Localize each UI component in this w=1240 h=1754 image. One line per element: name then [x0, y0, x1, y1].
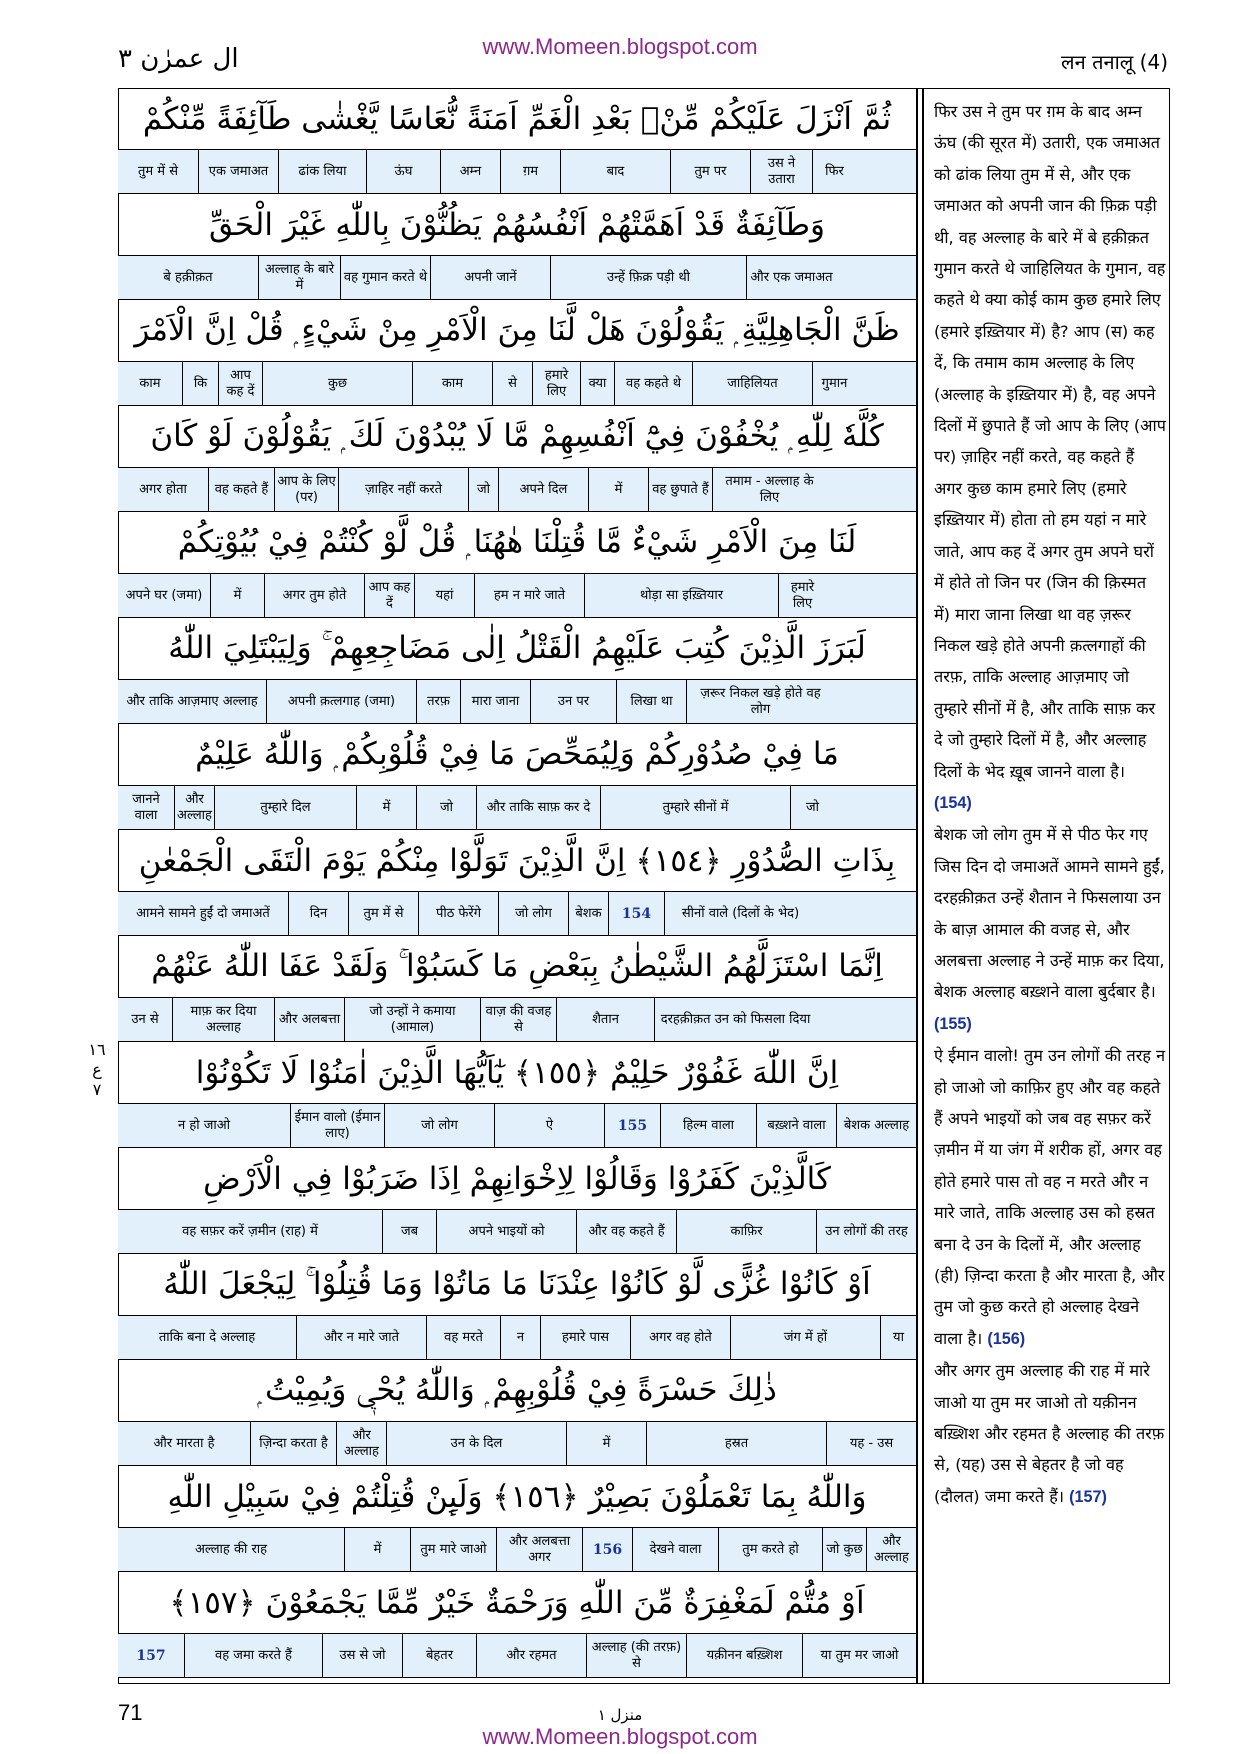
word-meaning-cell: तुम में से: [137, 163, 178, 179]
word-meaning-cell: और अलबत्ता अगर: [496, 1528, 582, 1571]
word-meaning-cell: तुम करते हो: [718, 1528, 822, 1571]
word-meaning-cell: बेशक: [568, 892, 608, 935]
word-meaning-cell: हम न मारे जाते: [474, 574, 584, 617]
word-meaning-cell: तुम्हारे दिल: [214, 786, 356, 829]
arabic-verse-line: كَالَّذِيْنَ كَفَرُوْا وَقَالُوْا لِاِخْوَانِهِمْ اِذَا ضَرَبُوْا فِي الْاَرْضِ: [118, 1148, 916, 1210]
translation-text: फिर उस ने तुम पर ग़म के बाद अम्न ऊंघ (की सूरत में) उतारी, एक जमाअत को ढांक लिया तुम में से, और एक जमाअत को अपनी जान की फ़िक्र पड़ी थी, वह अल्लाह के बारे में बे हक़ीक़त गुमान करते थे जाहिलियत के गुमान, वह कहते थे क्या कोई काम कुछ हमारे लिए (हमारे इख़्तियार में) है? आप (स) कह दें, कि तमाम काम अल्लाह के लिए (अल्लाह के इख़्तियार में) है, वह अपने दिलों में छुपाते हैं जो आप के लिए (आप पर) ज़ाहिर नहीं करते, वह कहते हैं अगर कुछ काम हमारे लिए (हमारे इख़्तियार में) होता तो हम यहां न मारे जाते, आप कह दें अगर तुम अपने घरों में होते तो जिन पर (जिन की क़िस्मत में) मारा जाना लिखा था वह ज़रूर निकल खड़े होते अपनी क़त्लगाहों की तरफ़, ताकि अल्लाह आज़माए जो तुम्हारे सीनों में है, और ताकि साफ़ कर दे जो तुम्हारे दिलों में है, और अल्लाह दिलों के भेद ख़ूब जानने वाला है।: [934, 102, 1166, 781]
word-meaning-cell: अल्लाह (की तरफ़) से: [586, 1634, 686, 1677]
word-meaning-cell: यहां: [414, 574, 474, 617]
word-meaning-cell: फिर: [812, 150, 856, 193]
word-meaning-cell: ग़म: [500, 150, 560, 193]
word-meaning-cell: और अलबत्ता: [274, 998, 344, 1041]
arabic-verse-line: ظَنَّ الْجَاهِلِيَّةِ ۭ يَقُوْلُوْنَ هَلْ لَّنَا مِنَ الْاَمْرِ مِنْ شَيْءٍ ۭ قُلْ اِنَّ الْاَمْرَ: [118, 300, 916, 362]
word-meaning-cell: हमारे पास: [540, 1316, 630, 1359]
word-meaning-cell: पीठ फेरेंगे: [418, 892, 498, 935]
word-meaning-cell: वह कहते थे: [614, 362, 692, 405]
word-meaning-cell: में: [344, 1528, 410, 1571]
word-meaning-cell: और अल्लाह: [866, 1528, 916, 1571]
word-meaning-cell: में: [588, 468, 648, 511]
word-meaning-cell: दरहक़ीक़त उन को फिसला दिया: [654, 998, 816, 1041]
word-translation-row: [118, 256, 916, 300]
arabic-verse-line: بِذَاتِ الصُّدُوْرِ ﴿١٥٤﴾ اِنَّ الَّذِيْنَ تَوَلَّوْا مِنْكُمْ يَوْمَ الْتَقَى الْجَمْعٰنِ: [118, 830, 916, 892]
translation-text: बेशक जो लोग तुम में से पीठ फेर गए जिस दिन दो जमाअतें आमने सामने हुईं, दरहक़ीक़त उन्हें शैतान ने फिसलाया उन के बाज़ आमाल की वजह से, और अलबत्ता अल्लाह ने उन्हें माफ़ कर दिया, बेशक अल्लाह बख़्शने वाला बुर्दबार है।: [934, 825, 1165, 1002]
word-meaning-cell: जंग में हों: [730, 1316, 880, 1359]
verse-number-cell: 154: [608, 892, 664, 935]
word-meaning-cell: न हो जाओ: [177, 1117, 231, 1133]
word-meaning-cell: दिन: [288, 892, 348, 935]
word-meaning-cell: और ताकि आज़माए अल्लाह: [126, 693, 258, 709]
word-meaning-cell: उन पर: [530, 680, 616, 723]
word-meaning-cell: बे हक़ीक़त: [163, 269, 213, 285]
website-header[interactable]: www.Momeen.blogspot.com: [482, 34, 758, 59]
word-meaning-cell: कुछ: [262, 362, 412, 405]
word-meaning-cell: देखने वाला: [632, 1528, 718, 1571]
word-meaning-cell: अपनी क़त्लगाह (जमा): [266, 680, 416, 723]
word-meaning-cell: उस से जो: [322, 1634, 402, 1677]
word-meaning-cell: काम: [412, 362, 492, 405]
word-meaning-cell: हमारे लिए: [778, 574, 826, 617]
word-meaning-cell: या: [880, 1316, 916, 1359]
word-translation-row: [118, 892, 916, 936]
word-meaning-cell: अपने घर (जमा): [125, 587, 203, 603]
word-meaning-cell: बेशक अल्लाह: [836, 1104, 916, 1147]
word-translation-row: [118, 1210, 916, 1254]
arabic-verse-line: ذٰلِكَ حَسْرَةً فِيْ قُلُوْبِهِمْ ۭ وَاللّٰهُ يُحْيٖ وَيُمِيْتُ ۭ: [118, 1360, 916, 1422]
word-meaning-cell: उस ने उतारा: [750, 150, 812, 193]
word-meaning-cell: क्या: [580, 362, 614, 405]
word-meaning-cell: माफ़ कर दिया अल्लाह: [172, 998, 274, 1041]
word-meaning-cell: काम: [139, 375, 161, 391]
word-meaning-cell: तरफ़: [416, 680, 460, 723]
word-meaning-cell: और वह कहते हैं: [576, 1210, 676, 1253]
word-meaning-cell: जो लोग: [384, 1104, 494, 1147]
word-translation-row: [118, 574, 916, 618]
word-meaning-cell: एक जमाअत: [198, 150, 278, 193]
word-meaning-cell: आप कह दें: [364, 574, 414, 617]
word-meaning-cell: बेहतर: [402, 1634, 476, 1677]
arabic-verse-line: اِنَّ اللّٰهَ غَفُوْرٌ حَلِيْمٌ ﴿١٥٥﴾ يٰٓاَيُّهَا الَّذِيْنَ اٰمَنُوْا لَا تَكُوْنُوْا: [118, 1042, 916, 1104]
arabic-verse-line: لَبَرَزَ الَّذِيْنَ كُتِبَ عَلَيْهِمُ الْقَتْلُ اِلٰى مَضَاجِعِهِمْ ۚ وَلِيَبْتَلِيَ اللّٰهُ: [118, 618, 916, 680]
word-meaning-cell: अपनी जानें: [430, 256, 550, 299]
word-meaning-cell: अगर होता: [139, 481, 187, 497]
word-meaning-cell: और अल्लाह: [336, 1422, 386, 1465]
ruku-marker: ١٦ ع ٧: [88, 1040, 106, 1099]
word-meaning-cell: वाज़ की वजह से: [480, 998, 556, 1041]
word-meaning-cell: जानने वाला: [132, 791, 160, 823]
word-meaning-cell: में: [566, 1422, 646, 1465]
verse-number-cell: 157: [136, 1647, 166, 1664]
translation-paragraph: [934, 1355, 1166, 1513]
word-meaning-cell: वह छुपाते हैं: [648, 468, 712, 511]
word-meaning-cell: जो लोग: [498, 892, 568, 935]
word-meaning-cell: उन लोगों की तरह: [816, 1210, 916, 1253]
word-meaning-cell: ऊंघ: [366, 150, 440, 193]
word-meaning-cell: जो: [790, 786, 834, 829]
verse-number: (157): [1069, 1487, 1107, 1506]
word-meaning-cell: तुम्हारे सीनों में: [600, 786, 790, 829]
word-meaning-cell: आमने सामने हुईं दो जमाअतें: [136, 905, 270, 921]
word-meaning-cell: अम्न: [440, 150, 500, 193]
word-meaning-cell: गुमान: [812, 362, 856, 405]
word-meaning-cell: लिखा था: [616, 680, 686, 723]
word-meaning-cell: आप के लिए (पर): [274, 468, 338, 511]
word-meaning-cell: अगर तुम होते: [264, 574, 364, 617]
arabic-verse-line: مَا فِيْ صُدُوْرِكُمْ وَلِيُمَحِّصَ مَا فِيْ قُلُوْبِكُمْ ۭ وَاللّٰهُ عَلِيْمٌ: [118, 724, 916, 786]
verse-number-cell: 156: [582, 1528, 632, 1571]
word-meaning-cell: शैतान: [556, 998, 654, 1041]
word-meaning-cell: थोड़ा सा इख़्तियार: [584, 574, 778, 617]
word-meaning-cell: जो उन्हों ने कमाया (आमाल): [344, 998, 480, 1041]
word-meaning-cell: ज़ाहिर नहीं करते: [338, 468, 468, 511]
word-meaning-cell: से: [492, 362, 532, 405]
word-meaning-cell: यक़ीनन बख़्शिश: [686, 1634, 802, 1677]
column-divider: [916, 88, 918, 1684]
website-footer[interactable]: www.Momeen.blogspot.com: [482, 1724, 758, 1749]
word-meaning-cell: और अल्लाह: [174, 786, 214, 829]
word-translation-row: [118, 1422, 916, 1466]
word-meaning-cell: तुम में से: [348, 892, 418, 935]
verse-number: (156): [987, 1329, 1026, 1348]
word-meaning-cell: यह - उस: [826, 1422, 916, 1465]
surah-name: ال عمرٰن ٣: [118, 44, 239, 74]
arabic-verse-line: اِنَّمَا اسْتَزَلَّهُمُ الشَّيْطٰنُ بِبَعْضِ مَا كَسَبُوْا ۚ وَلَقَدْ عَفَا اللّٰهُ عَنْهُمْ: [118, 936, 916, 998]
word-meaning-cell: में: [356, 786, 416, 829]
page-number: 71: [118, 1700, 143, 1725]
translation-text: ऐ ईमान वालो! तुम उन लोगों की तरह न हो जाओ जो काफ़िर हुए और वह कहते हैं अपने भाइयों को जब वह सफ़र करें ज़मीन में या जंग में शरीक हों, अगर वह होते हमारे पास तो वह न मरते और न मारे जाते, ताकि अल्लाह उस को हस्रत बना दे उन के दिलों में, और अल्लाह (ही) ज़िन्दा करता है और मारता है, और तुम जो कुछ करते हो अल्लाह देखने वाला है।: [934, 1046, 1166, 1348]
column-divider-inner: [922, 88, 924, 1684]
word-meaning-cell: वह मरते: [426, 1316, 500, 1359]
word-meaning-cell: तमाम - अल्लाह के लिए: [712, 468, 826, 511]
word-meaning-cell: बख़्शने वाला: [756, 1104, 836, 1147]
hindi-translation-column: [934, 96, 1166, 1513]
word-translation-row: [118, 468, 916, 512]
word-translation-row: [118, 1528, 916, 1572]
word-translation-row: [118, 1316, 916, 1360]
word-meaning-cell: अल्लाह की राह: [194, 1541, 268, 1557]
word-meaning-cell: और ताकि साफ़ कर दे: [476, 786, 600, 829]
word-meaning-cell: अगर वह होते: [630, 1316, 730, 1359]
manzil-label: منزل ١: [597, 1706, 643, 1724]
word-meaning-cell: और एक जमाअत: [746, 256, 836, 299]
word-translation-row: [118, 362, 916, 406]
word-translation-row: [118, 998, 916, 1042]
word-meaning-cell: जो: [468, 468, 498, 511]
word-meaning-cell: में: [210, 574, 264, 617]
word-translation-row: [118, 786, 916, 830]
word-meaning-cell: ज़िन्दा करता है: [250, 1422, 336, 1465]
word-meaning-cell: ढांक लिया: [278, 150, 366, 193]
word-meaning-cell: वह जमा करते हैं: [184, 1634, 322, 1677]
word-meaning-cell: जब: [382, 1210, 436, 1253]
word-meaning-cell: जो: [416, 786, 476, 829]
word-meaning-cell: और रहमत: [476, 1634, 586, 1677]
arabic-verse-line: لَنَا مِنَ الْاَمْرِ شَيْءٌ مَّا قُتِلْنَا هٰهُنَا ۭ قُلْ لَّوْ كُنْتُمْ فِيْ بُيُوْتِكُمْ: [118, 512, 916, 574]
word-meaning-cell: और न मारे जाते: [296, 1316, 426, 1359]
arabic-verse-line: وَاللّٰهُ بِمَا تَعْمَلُوْنَ بَصِيْرٌ ﴿١٥٦﴾ وَلَىِٕنْ قُتِلْتُمْ فِيْ سَبِيْلِ اللّٰهِ: [118, 1466, 916, 1528]
word-meaning-cell: जाहिलियत: [692, 362, 812, 405]
word-meaning-cell: और मारता है: [153, 1435, 215, 1451]
arabic-verse-line: اَوْ مُتُّمْ لَمَغْفِرَةٌ مِّنَ اللّٰهِ وَرَحْمَةٌ خَيْرٌ مِّمَّا يَجْمَعُوْنَ ﴿١٥٧﴾: [118, 1572, 916, 1634]
word-meaning-cell: मारा जाना: [460, 680, 530, 723]
word-translation-row: [118, 1634, 916, 1678]
juz-name: लन तनालू (4): [1061, 50, 1168, 74]
word-meaning-cell: न: [500, 1316, 540, 1359]
word-meaning-cell: बाद: [560, 150, 670, 193]
translation-paragraph: [934, 1040, 1166, 1355]
word-meaning-cell: अपने दिल: [498, 468, 588, 511]
word-translation-row: [118, 680, 916, 724]
word-meaning-cell: हिल्म वाला: [660, 1104, 756, 1147]
word-meaning-cell: ज़रूर निकल खड़े होते वह लोग: [686, 680, 834, 723]
word-translation-row: [118, 1104, 916, 1148]
word-meaning-cell: ताकि बना दे अल्लाह: [158, 1329, 256, 1345]
word-meaning-cell: जो कुछ: [822, 1528, 866, 1571]
arabic-verse-line: كُلَّهٗ لِلّٰهِ ۭ يُخْفُوْنَ فِيْٓ اَنْفُسِهِمْ مَّا لَا يُبْدُوْنَ لَكَ ۭ يَقُوْلُوْنَ لَوْ كَانَ: [118, 406, 916, 468]
word-meaning-cell: काफ़िर: [676, 1210, 816, 1253]
translation-paragraph: [934, 96, 1166, 819]
word-meaning-cell: तुम मारे जाओ: [410, 1528, 496, 1571]
word-meaning-cell: वह सफ़र करें ज़मीन (राह) में: [182, 1223, 318, 1239]
word-meaning-cell: हमारे लिए: [532, 362, 580, 405]
arabic-verse-line: وَطَآئِفَةٌ قَدْ اَهَمَّتْهُمْ اَنْفُسُهُمْ يَظُنُّوْنَ بِاللّٰهِ غَيْرَ الْحَقِّ: [118, 194, 916, 256]
word-meaning-cell: ऐ: [494, 1104, 604, 1147]
translation-text: और अगर तुम अल्लाह की राह में मारे जाओ या तुम मर जाओ तो यक़ीनन बख़्शिश और रहमत है अल्लाह की तरफ़ से, (यह) उस से बेहतर है जो वह (दौलत) जमा करते हैं।: [934, 1361, 1165, 1506]
verse-number-cell: 155: [604, 1104, 660, 1147]
word-meaning-cell: सीनों वाले (दिलों के भेद): [664, 892, 816, 935]
word-meaning-cell: उन्हें फ़िक्र पड़ी थी: [550, 256, 746, 299]
word-meaning-cell: उन के दिल: [386, 1422, 566, 1465]
word-meaning-cell: कि: [182, 362, 218, 405]
word-meaning-cell: अपने भाइयों को: [436, 1210, 576, 1253]
translation-paragraph: [934, 819, 1166, 1040]
arabic-word-by-word-column: [118, 88, 916, 1678]
word-translation-row: [118, 150, 916, 194]
arabic-verse-line: ثُمَّ اَنْزَلَ عَلَيْكُمْ مِّنْۢ بَعْدِ الْغَمِّ اَمَنَةً نُّعَاسًا يَّغْشٰى طَآئِفَةً مِّنْكُمْ: [118, 88, 916, 150]
word-meaning-cell: तुम पर: [670, 150, 750, 193]
verse-number: (154): [934, 793, 972, 812]
word-meaning-cell: ईमान वालो (ईमान लाए): [290, 1104, 384, 1147]
word-meaning-cell: वह कहते हैं: [208, 468, 274, 511]
word-meaning-cell: आप कह दें: [218, 362, 262, 405]
word-meaning-cell: वह गुमान करते थे: [340, 256, 430, 299]
arabic-verse-line: اَوْ كَانُوْا غُزًّى لَّوْ كَانُوْا عِنْدَنَا مَا مَاتُوْا وَمَا قُتِلُوْا ۚ لِيَجْعَلَ اللّٰهُ: [118, 1254, 916, 1316]
word-meaning-cell: अल्लाह के बारे में: [258, 256, 340, 299]
word-meaning-cell: या तुम मर जाओ: [802, 1634, 916, 1677]
verse-number: (155): [934, 1014, 972, 1033]
word-meaning-cell: हस्रत: [646, 1422, 826, 1465]
word-meaning-cell: उन से: [131, 1011, 159, 1027]
